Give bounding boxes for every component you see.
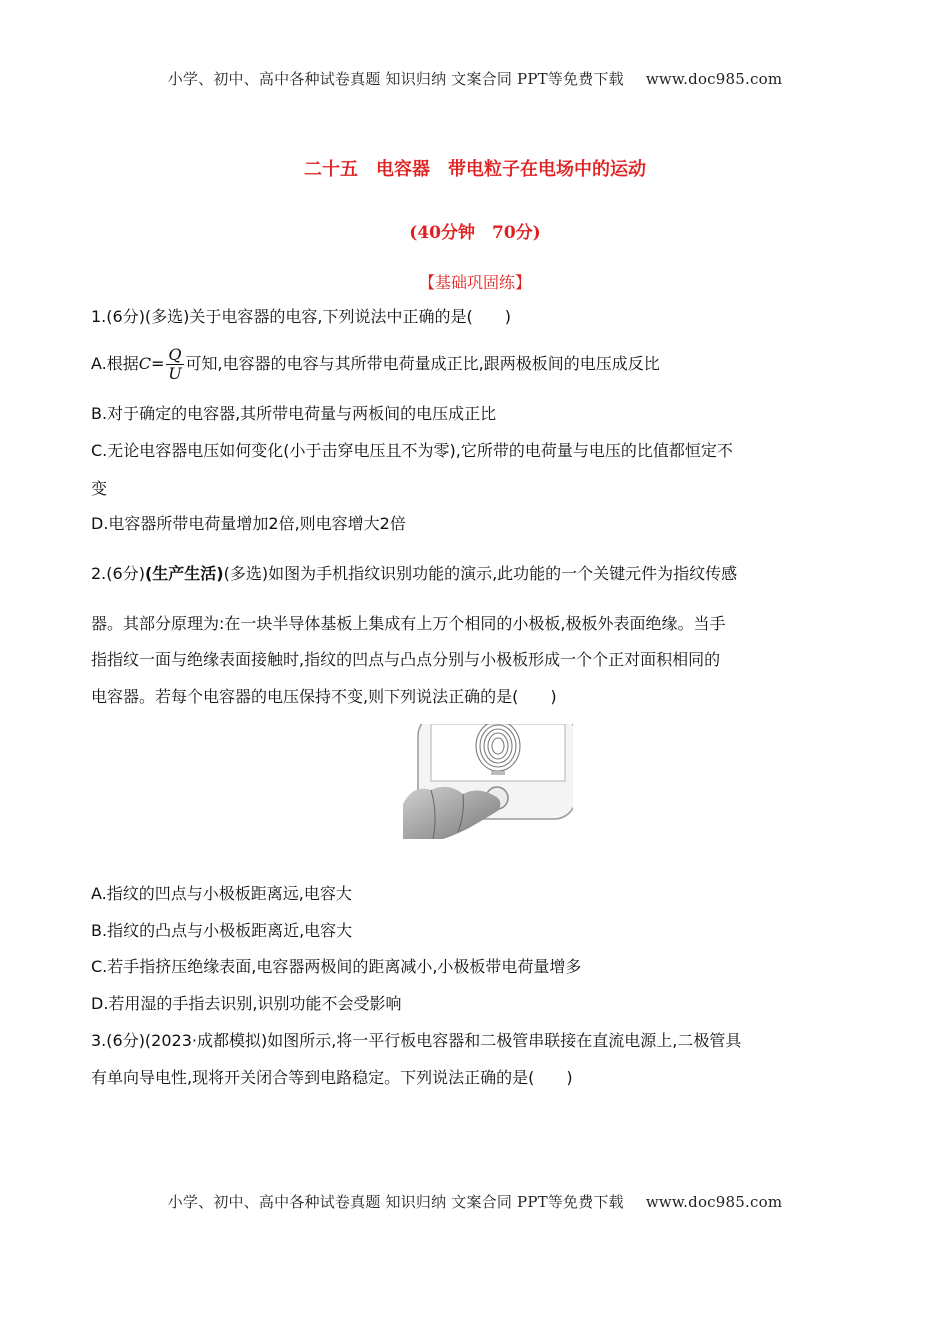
q1-option-c-line2: 变	[91, 479, 108, 498]
q2-stem-line2: 器。其部分原理为:在一块半导体基板上集成有上万个相同的小极板,极板外表面绝缘。当手	[91, 614, 726, 633]
page-subtitle: (40分钟 70分)	[409, 223, 541, 243]
q1-a-denominator: U	[168, 364, 182, 383]
q1-a-suffix: 可知,电容器的电容与其所带电荷量成正比,跟两极板间的电压成反比	[185, 354, 660, 373]
q2-option-a: A.指纹的凹点与小极板距离远,电容大	[91, 884, 352, 903]
header-site: www.doc985.com	[645, 70, 783, 88]
page-title: 二十五 电容器 带电粒子在电场中的运动	[304, 159, 646, 180]
q1-option-b: B.对于确定的电容器,其所带电荷量与两板间的电压成正比	[91, 404, 497, 423]
q3-stem-line1: 3.(6分)(2023·成都模拟)如图所示,将一平行板电容器和二极管串联接在直流电源上,二极管具	[91, 1031, 742, 1050]
q1-option-d: D.电容器所带电荷量增加2倍,则电容增大2倍	[91, 514, 406, 533]
q2-option-c: C.若手指挤压绝缘表面,电容器两极间的距离减小,小极板带电荷量增多	[91, 957, 582, 976]
q2-option-d: D.若用湿的手指去识别,识别功能不会受影响	[91, 994, 402, 1013]
q1-option-c-line1: C.无论电容器电压如何变化(小于击穿电压且不为零),它所带的电荷量与电压的比值都恒定不	[91, 441, 733, 460]
q2-tag: (生产生活)	[144, 564, 224, 583]
q1-option-a	[91, 344, 861, 384]
q1-a-fraction	[166, 346, 183, 383]
q2-l1: (多选)如图为手机指纹识别功能的演示,此功能的一个关键元件为指纹传感	[223, 564, 738, 583]
q2-stem-line3: 指指纹一面与绝缘表面接触时,指纹的凹点与凸点分别与小极板形成一个个正对面积相同的	[91, 650, 721, 669]
q2-prefix: 2.(6分)	[91, 564, 145, 583]
header-text: 小学、初中、高中各种试卷真题 知识归纳 文案合同 PPT等免费下载	[167, 70, 624, 88]
q2-stem-line4: 电容器。若每个电容器的电压保持不变,则下列说法正确的是( )	[91, 687, 557, 706]
footer-site: www.doc985.com	[645, 1193, 783, 1211]
q2-stem-line1	[91, 563, 861, 585]
q2-option-b: B.指纹的凸点与小极板距离近,电容大	[91, 921, 353, 940]
q1-a-prefix: A.根据	[91, 354, 139, 373]
page-header	[0, 68, 950, 89]
page-footer	[0, 1191, 950, 1212]
fingerprint-phone-figure	[403, 724, 573, 839]
footer-text: 小学、初中、高中各种试卷真题 知识归纳 文案合同 PPT等免费下载	[167, 1193, 624, 1211]
q3-stem-line2: 有单向导电性,现将开关闭合等到电路稳定。下列说法正确的是( )	[91, 1068, 573, 1087]
q1-a-eq: =	[151, 354, 165, 373]
section-heading: 【基础巩固练】	[418, 273, 531, 292]
q1-a-numerator: Q	[168, 345, 182, 364]
q1-a-var: C	[138, 354, 152, 373]
q1-stem: 1.(6分)(多选)关于电容器的电容,下列说法中正确的是( )	[91, 307, 511, 326]
